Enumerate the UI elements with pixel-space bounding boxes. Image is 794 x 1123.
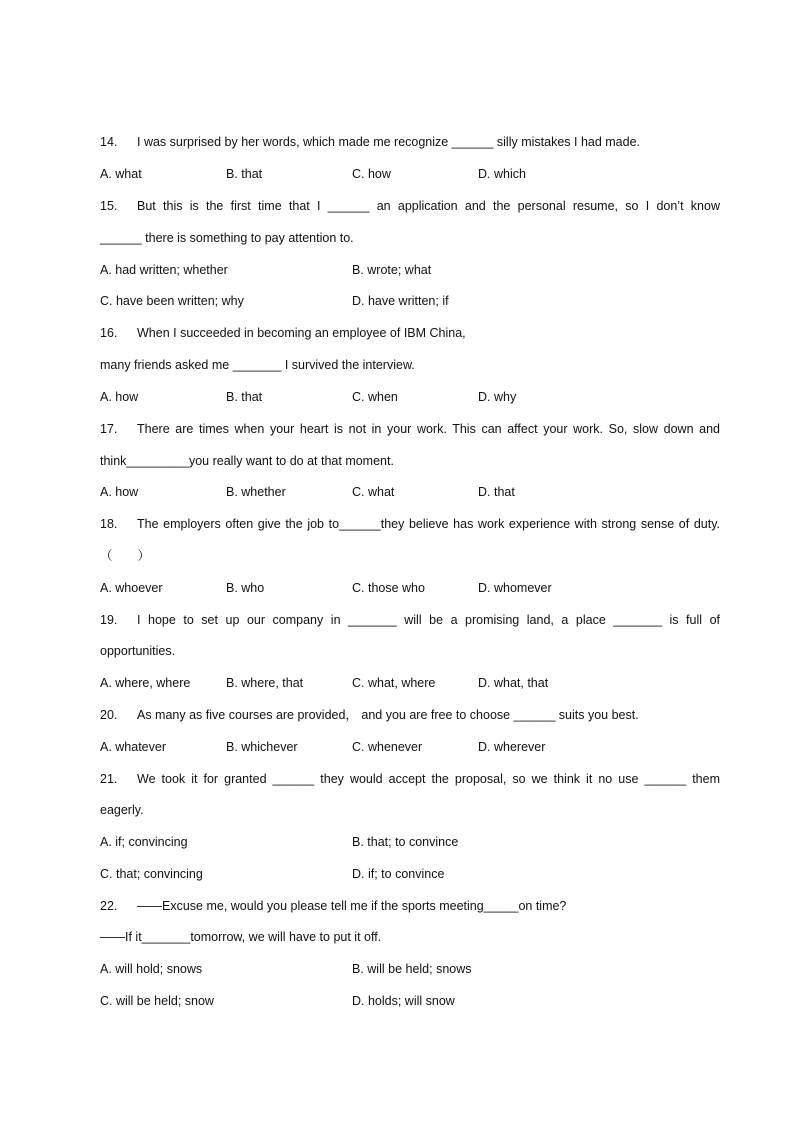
option-b: B. that [226, 167, 263, 181]
question-21-stem [100, 770, 720, 788]
question-16-stem [100, 324, 720, 342]
question-text: opportunities. [100, 644, 176, 658]
question-number: 19. [100, 613, 118, 627]
option-c: C. how [352, 167, 391, 181]
question-15-stem-cont [100, 229, 720, 247]
option-c: C. that; convincing [100, 867, 203, 881]
option-d: D. holds; will snow [352, 994, 455, 1008]
option-d: D. what, that [478, 676, 549, 690]
option-d: D. if; to convince [352, 867, 445, 881]
question-text: I hope to set up our company in _______ will be a promising land, a place _______ is full of [137, 613, 720, 627]
question-18-options [100, 579, 720, 597]
option-d: D. have written; if [352, 294, 449, 308]
question-text: The employers often give the job to______they believe has work experience with strong sense of duty. [137, 517, 720, 531]
question-15-options-row2 [100, 292, 720, 310]
option-a: A. whoever [100, 581, 163, 595]
option-d: D. whomever [478, 581, 552, 595]
option-b: B. that; to convince [352, 835, 459, 849]
question-19-stem [100, 611, 720, 629]
question-text: think_________you really want to do at that moment. [100, 454, 394, 468]
option-b: B. will be held; snows [352, 962, 472, 976]
question-16-options [100, 388, 720, 406]
question-22-dialogue-reply [100, 928, 720, 946]
option-c: C. will be held; snow [100, 994, 214, 1008]
option-c: C. when [352, 390, 398, 404]
question-text: eagerly. [100, 803, 144, 817]
question-number: 18. [100, 517, 118, 531]
question-19-stem-cont [100, 642, 720, 660]
option-b: B. wrote; what [352, 263, 432, 277]
question-21-stem-cont [100, 801, 720, 819]
question-15-stem [100, 197, 720, 215]
option-c: C. what [352, 485, 395, 499]
question-number: 22. [100, 899, 118, 913]
question-22-stem [100, 897, 720, 915]
option-c: C. those who [352, 581, 425, 595]
option-c: C. whenever [352, 740, 423, 754]
option-a: A. what [100, 167, 142, 181]
question-number: 14. [100, 135, 118, 149]
option-a: A. had written; whether [100, 263, 228, 277]
option-b: B. whether [226, 485, 286, 499]
question-number: 17. [100, 422, 118, 436]
question-text: ——Excuse me, would you please tell me if the sports meeting_____on time? [137, 899, 567, 913]
option-d: D. which [478, 167, 526, 181]
option-a: A. how [100, 485, 139, 499]
question-text: many friends asked me _______ I survived the interview. [100, 358, 415, 372]
option-d: D. wherever [478, 740, 546, 754]
question-text: ______ there is something to pay attention to. [100, 231, 354, 245]
question-text: There are times when your heart is not in your work. This can affect your work. So, slow down and [137, 422, 720, 436]
question-number: 15. [100, 199, 118, 213]
question-text: As many as five courses are provided， and you are free to choose ______ suits you best. [137, 708, 639, 722]
question-20-stem [100, 706, 720, 724]
question-number: 21. [100, 772, 118, 786]
option-a: A. where, where [100, 676, 191, 690]
option-a: A. whatever [100, 740, 167, 754]
option-b: B. where, that [226, 676, 304, 690]
answer-bracket: （ ） [100, 549, 151, 563]
option-d: D. that [478, 485, 515, 499]
question-21-options-row2 [100, 865, 720, 883]
question-22-options-row1 [100, 960, 720, 978]
question-20-options [100, 738, 720, 756]
option-b: B. that [226, 390, 263, 404]
option-a: A. if; convincing [100, 835, 188, 849]
question-16-stem-cont [100, 356, 720, 374]
question-text: But this is the first time that I ______ an application and the personal resume, so I don’t know [137, 199, 720, 213]
question-17-stem [100, 420, 720, 438]
question-21-options-row1 [100, 833, 720, 851]
question-17-options [100, 483, 720, 501]
question-number: 16. [100, 326, 118, 340]
question-17-stem-cont [100, 452, 720, 470]
option-a: A. how [100, 390, 139, 404]
option-c: C. have been written; why [100, 294, 244, 308]
question-number: 20. [100, 708, 118, 722]
question-18-answer-bracket [100, 547, 720, 565]
question-text: We took it for granted ______ they would accept the proposal, so we think it no use ______ them [137, 772, 720, 786]
option-c: C. what, where [352, 676, 436, 690]
option-b: B. whichever [226, 740, 298, 754]
question-14-stem [100, 133, 720, 151]
question-15-options-row1 [100, 261, 720, 279]
question-text: When I succeeded in becoming an employee of IBM China, [137, 326, 466, 340]
question-18-stem [100, 515, 720, 533]
option-d: D. why [478, 390, 517, 404]
question-14-options [100, 165, 720, 183]
question-22-options-row2 [100, 992, 720, 1010]
question-19-options [100, 674, 720, 692]
question-text: ——If it_______tomorrow, we will have to put it off. [100, 930, 382, 944]
option-a: A. will hold; snows [100, 962, 203, 976]
option-b: B. who [226, 581, 265, 595]
question-text: I was surprised by her words, which made me recognize ______ silly mistakes I had made. [137, 135, 641, 149]
